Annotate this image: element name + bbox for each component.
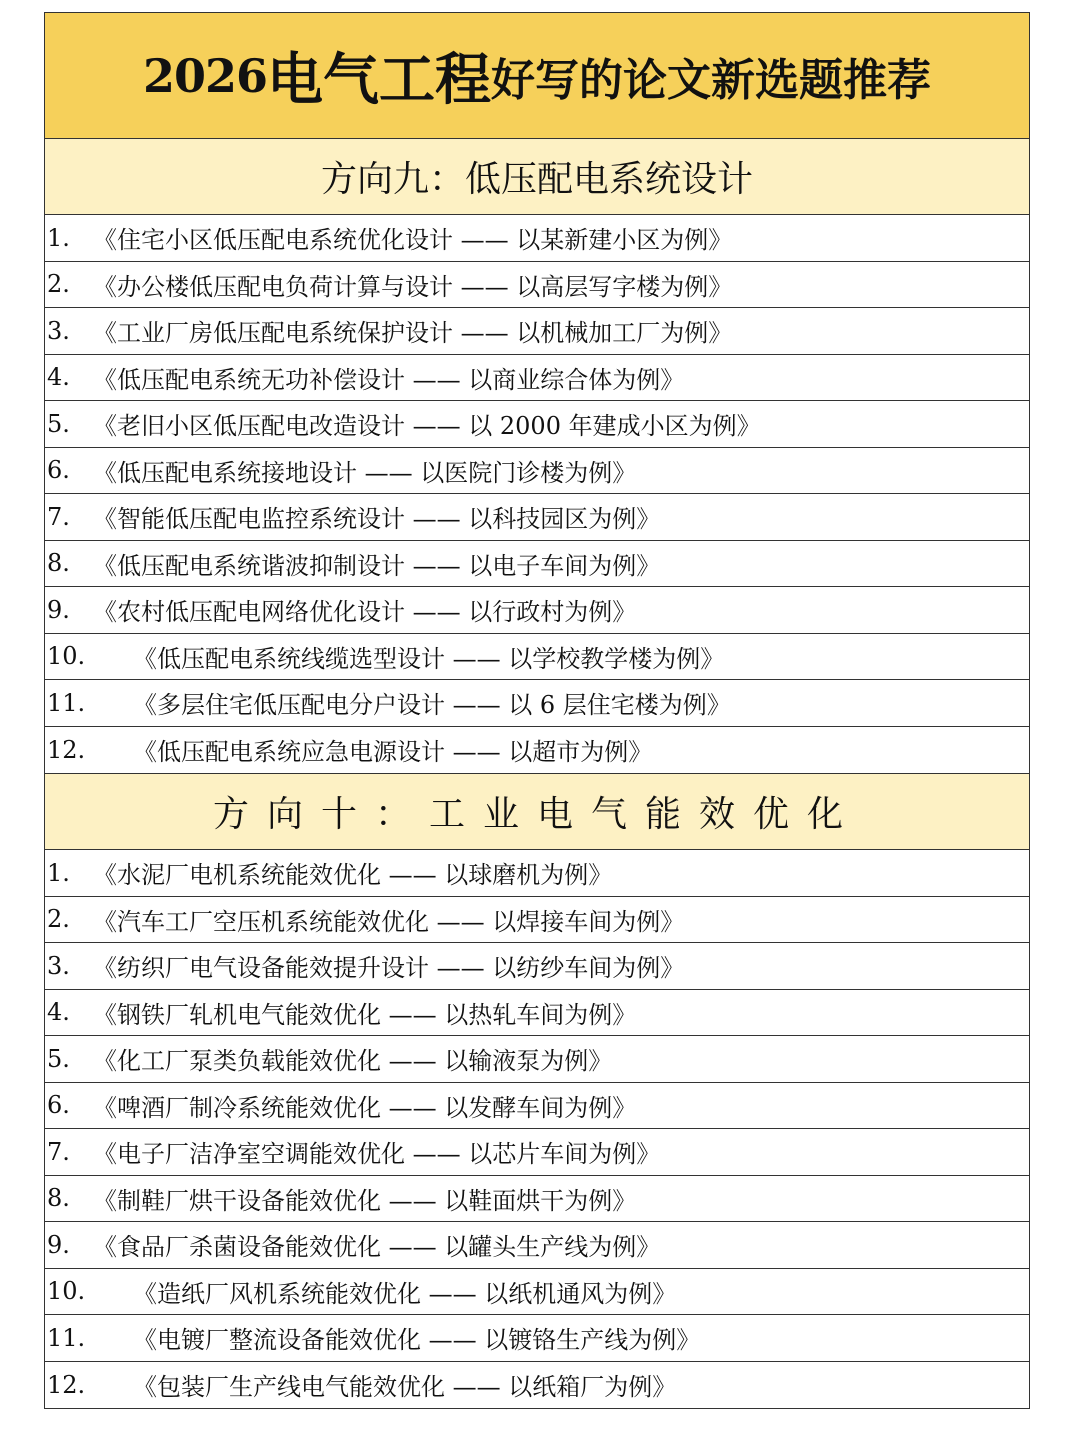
item-number: 1. (47, 223, 70, 252)
list-item (45, 943, 1029, 990)
topic-table (44, 12, 1030, 1409)
item-title: 《化工厂泵类负载能效优化 —— 以输液泵为例》 (93, 1047, 613, 1076)
item-number: 4. (47, 998, 70, 1027)
item-number: 5. (47, 409, 70, 438)
section-heading: 方向九：低压配电系统设计 (45, 139, 1029, 215)
item-title: 《工业厂房低压配电系统保护设计 —— 以机械加工厂为例》 (93, 319, 733, 348)
item-number: 3. (47, 316, 70, 345)
item-title: 《低压配电系统接地设计 —— 以医院门诊楼为例》 (93, 458, 637, 487)
section-nine (45, 139, 1029, 774)
item-number: 11. (47, 688, 86, 717)
list-item (45, 727, 1029, 774)
list-item (45, 494, 1029, 541)
item-number: 5. (47, 1044, 70, 1073)
list-item (45, 680, 1029, 727)
list-item (45, 1269, 1029, 1316)
list-item (45, 1315, 1029, 1362)
list-item (45, 401, 1029, 448)
list-item (45, 262, 1029, 309)
item-title: 《低压配电系统应急电源设计 —— 以超市为例》 (133, 738, 653, 767)
item-title: 《汽车工厂空压机系统能效优化 —— 以焊接车间为例》 (93, 907, 685, 936)
item-number: 8. (47, 1184, 70, 1213)
title-year: 2026 (142, 48, 268, 103)
list-item (45, 355, 1029, 402)
item-title: 《电镀厂整流设备能效优化 —— 以镀铬生产线为例》 (133, 1326, 701, 1355)
item-number: 8. (47, 549, 70, 578)
item-title: 《住宅小区低压配电系统优化设计 —— 以某新建小区为例》 (93, 226, 733, 255)
section-rows (45, 850, 1029, 1408)
item-title: 《智能低压配电监控系统设计 —— 以科技园区为例》 (93, 505, 661, 534)
list-item (45, 850, 1029, 897)
item-title: 《造纸厂风机系统能效优化 —— 以纸机通风为例》 (133, 1279, 677, 1308)
item-number: 9. (47, 1230, 70, 1259)
item-title: 《纺织厂电气设备能效提升设计 —— 以纺纱车间为例》 (93, 954, 685, 983)
title-rest: 好写的论文新选题推荐 (491, 54, 932, 106)
list-item (45, 1222, 1029, 1269)
item-number: 3. (47, 951, 70, 980)
item-title: 《办公楼低压配电负荷计算与设计 —— 以高层写字楼为例》 (93, 272, 733, 301)
item-title: 《制鞋厂烘干设备能效优化 —— 以鞋面烘干为例》 (93, 1186, 637, 1215)
item-number: 4. (47, 363, 70, 392)
list-item (45, 1176, 1029, 1223)
list-item (45, 1036, 1029, 1083)
item-title: 《农村低压配电网络优化设计 —— 以行政村为例》 (93, 598, 637, 627)
list-item (45, 1362, 1029, 1409)
list-item (45, 448, 1029, 495)
list-item (45, 587, 1029, 634)
item-number: 1. (47, 858, 70, 887)
item-title: 《啤酒厂制冷系统能效优化 —— 以发酵车间为例》 (93, 1093, 637, 1122)
list-item (45, 897, 1029, 944)
title-highlight: 电气工程 (267, 46, 492, 113)
item-title: 《低压配电系统线缆选型设计 —— 以学校教学楼为例》 (133, 644, 725, 673)
list-item (45, 308, 1029, 355)
item-title: 《食品厂杀菌设备能效优化 —— 以罐头生产线为例》 (93, 1233, 661, 1262)
list-item (45, 215, 1029, 262)
item-title: 《包装厂生产线电气能效优化 —— 以纸箱厂为例》 (133, 1373, 677, 1402)
list-item (45, 990, 1029, 1037)
item-title: 《低压配电系统无功补偿设计 —— 以商业综合体为例》 (93, 365, 685, 394)
item-title: 《水泥厂电机系统能效优化 —— 以球磨机为例》 (93, 861, 613, 890)
item-number: 7. (47, 1137, 70, 1166)
section-ten (45, 774, 1029, 1408)
item-number: 10. (47, 642, 86, 671)
item-number: 12. (47, 735, 86, 764)
item-number: 11. (47, 1323, 86, 1352)
item-title: 《老旧小区低压配电改造设计 —— 以 2000 年建成小区为例》 (93, 412, 761, 441)
list-item (45, 1083, 1029, 1130)
list-item (45, 541, 1029, 588)
item-title: 《钢铁厂轧机电气能效优化 —— 以热轧车间为例》 (93, 1000, 637, 1029)
item-title: 《低压配电系统谐波抑制设计 —— 以电子车间为例》 (93, 551, 661, 580)
page-title (45, 13, 1029, 139)
item-number: 7. (47, 502, 70, 531)
item-number: 2. (47, 270, 70, 299)
item-number: 10. (47, 1277, 86, 1306)
item-number: 6. (47, 456, 70, 485)
item-number: 6. (47, 1091, 70, 1120)
item-number: 9. (47, 595, 70, 624)
item-title: 《多层住宅低压配电分户设计 —— 以 6 层住宅楼为例》 (133, 691, 731, 720)
list-item (45, 1129, 1029, 1176)
section-rows (45, 215, 1029, 773)
item-title: 《电子厂洁净室空调能效优化 —— 以芯片车间为例》 (93, 1140, 661, 1169)
item-number: 2. (47, 905, 70, 934)
list-item (45, 634, 1029, 681)
section-heading: 方向十：工业电气能效优化 (45, 774, 1029, 850)
item-number: 12. (47, 1370, 86, 1399)
